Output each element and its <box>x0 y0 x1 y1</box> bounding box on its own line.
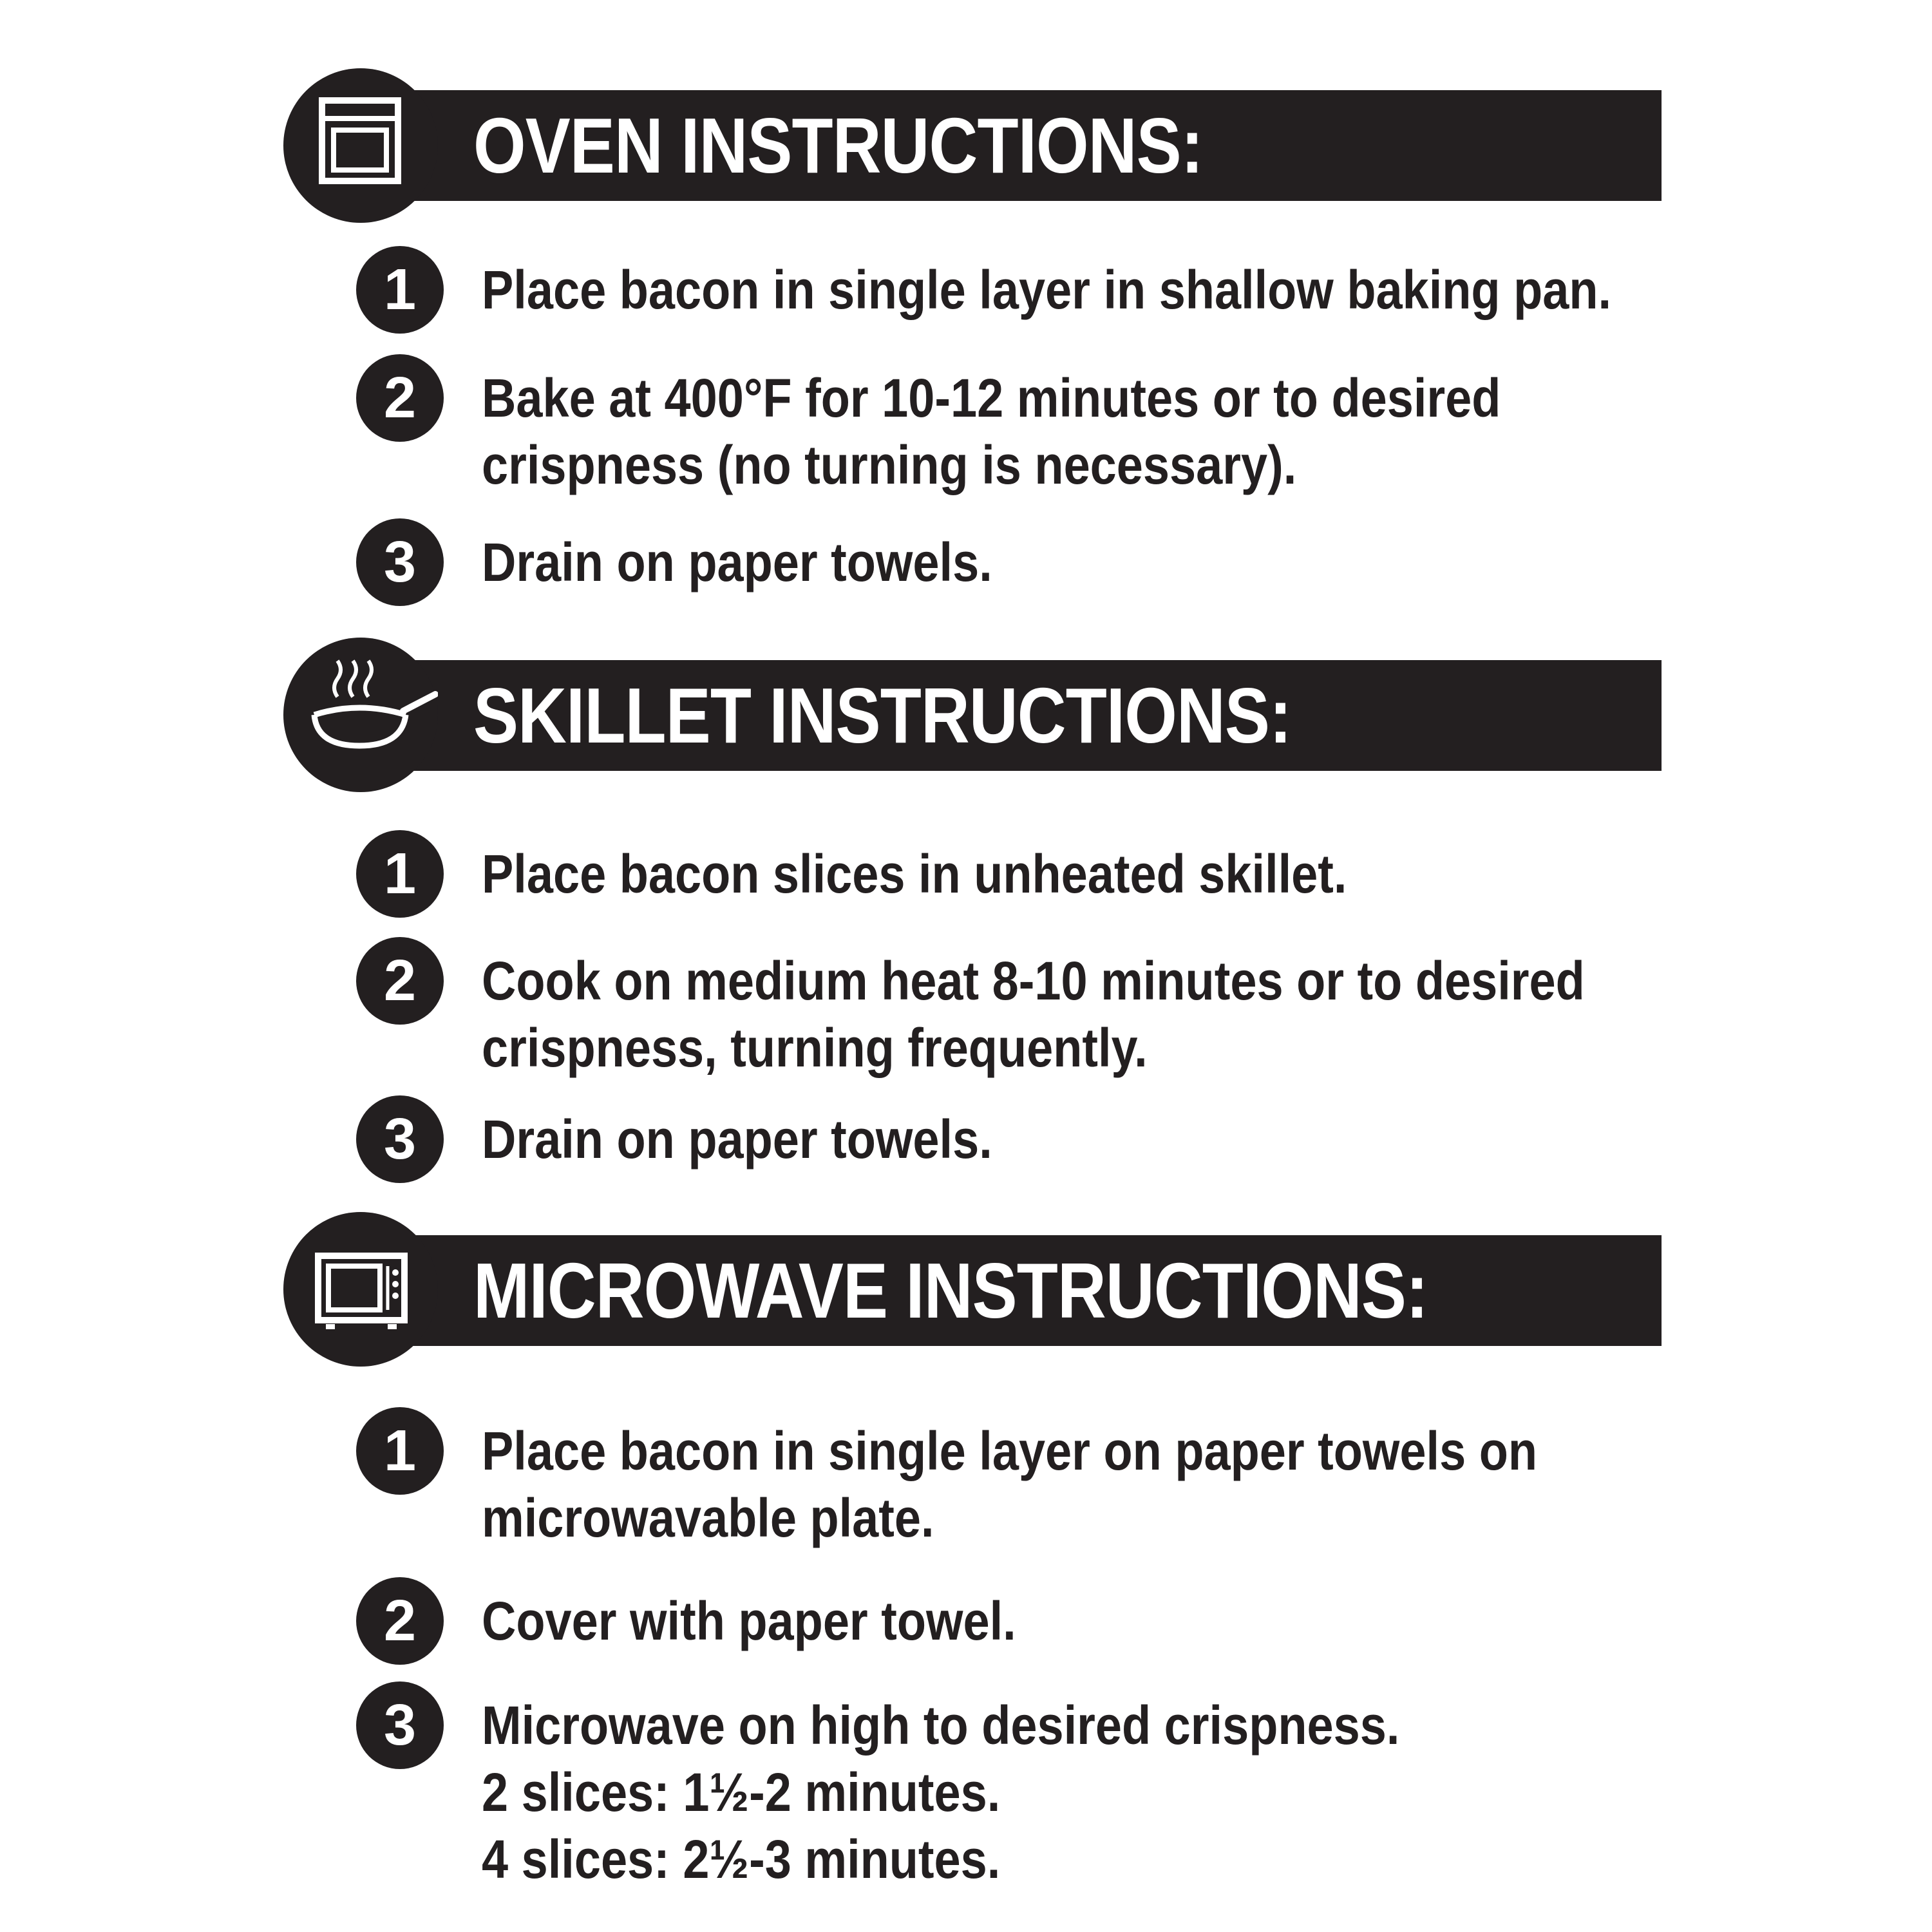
step-number-badge: 2 <box>356 937 444 1025</box>
skillet-icon <box>283 638 438 792</box>
step-text: Place bacon slices in unheated skillet. <box>482 844 1347 904</box>
step-text: Microwave on high to desired crispness. 2 slices: 1½-2 minutes. 4 slices: 2½-3 minutes. <box>482 1695 1400 1889</box>
step-number-badge: 2 <box>356 1577 444 1665</box>
step-text: Cook on medium heat 8-10 minutes or to desired crispness, turning frequently. <box>482 951 1585 1078</box>
step-number-badge: 1 <box>356 246 444 334</box>
step-number-badge: 3 <box>356 1095 444 1183</box>
step-text: Drain on paper towels. <box>482 532 992 592</box>
microwave-icon <box>283 1212 438 1367</box>
oven-icon <box>283 68 438 223</box>
step-text: Drain on paper towels. <box>482 1109 992 1170</box>
step-number-badge: 3 <box>356 1681 444 1769</box>
step-text: Bake at 400°F for 10-12 minutes or to desired crispness (no turning is necessary). <box>482 368 1501 495</box>
step-text: Place bacon in single layer on paper towels on microwavable plate. <box>482 1421 1538 1548</box>
step-number-badge: 3 <box>356 518 444 606</box>
step-number-badge: 1 <box>356 830 444 918</box>
oven-title: OVEN INSTRUCTIONS: <box>473 102 1203 189</box>
step-text: Place bacon in single layer in shallow baking pan. <box>482 260 1612 320</box>
step-text: Cover with paper towel. <box>482 1591 1016 1651</box>
skillet-title: SKILLET INSTRUCTIONS: <box>473 672 1292 759</box>
step-number-badge: 2 <box>356 354 444 442</box>
step-number-badge: 1 <box>356 1407 444 1495</box>
microwave-title: MICROWAVE INSTRUCTIONS: <box>473 1247 1428 1334</box>
